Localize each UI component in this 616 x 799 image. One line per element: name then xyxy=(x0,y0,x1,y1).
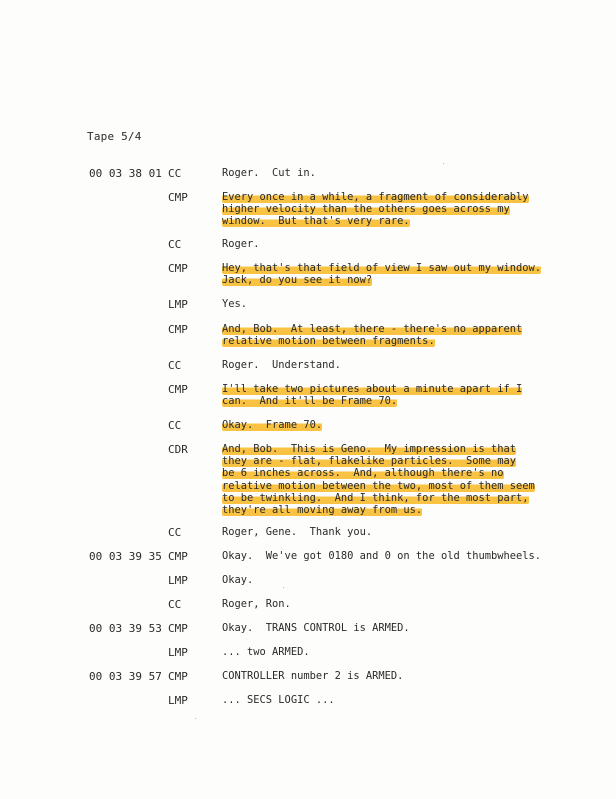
highlighted-line: I'll take two pictures about a minute apart if I xyxy=(222,383,523,395)
utterance-text xyxy=(222,622,542,634)
utterance-text xyxy=(222,298,542,310)
highlighted-line: And, Bob. At least, there - there's no apparent xyxy=(222,323,523,335)
text-line: Roger. Cut in. xyxy=(222,167,316,179)
utterance-text xyxy=(222,598,542,610)
highlighted-line: Every once in a while, a fragment of considerably xyxy=(222,191,529,203)
utterance-text xyxy=(222,526,542,538)
speaker-code: LMP xyxy=(168,574,188,587)
utterance-text xyxy=(222,167,542,179)
paper-speck xyxy=(283,587,284,588)
utterance-text xyxy=(222,443,542,516)
text-line: Roger. Understand. xyxy=(222,359,341,371)
speaker-code: CC xyxy=(168,238,182,251)
tape-label: Tape 5/4 xyxy=(87,130,142,143)
highlighted-line: to be twinkling. And I think, for the most part, xyxy=(222,491,529,504)
text-line: Roger. xyxy=(222,238,260,250)
highlighted-line: And, Bob. This is Geno. My impression is that xyxy=(222,443,517,455)
highlighted-line: Hey, that's that field of view I saw out my window. xyxy=(222,262,542,274)
timestamp: 00 03 39 35 xyxy=(89,550,162,563)
speaker-code: CC xyxy=(168,167,182,180)
timestamp: 00 03 39 57 xyxy=(89,670,162,683)
utterance-text xyxy=(222,323,542,347)
utterance-text xyxy=(222,646,542,658)
highlighted-line: Jack, do you see it now? xyxy=(222,274,373,287)
highlighted-line: higher velocity than the others goes across my xyxy=(222,203,510,216)
speaker-code: CDR xyxy=(168,443,188,456)
highlighted-line: be 6 inches across. And, although there's no xyxy=(222,467,504,480)
speaker-code: CMP xyxy=(168,323,188,336)
speaker-code: CMP xyxy=(168,670,188,683)
highlighted-line: Okay. Frame 70. xyxy=(222,419,323,431)
text-line: CONTROLLER number 2 is ARMED. xyxy=(222,670,404,682)
text-line: Okay. We've got 0180 and 0 on the old thumbwheels. xyxy=(222,550,542,562)
utterance-text xyxy=(222,191,542,228)
speaker-code: CMP xyxy=(168,191,188,204)
utterance-text xyxy=(222,419,542,431)
text-line: Okay. TRANS CONTROL is ARMED. xyxy=(222,622,410,634)
highlighted-line: relative motion between the two, most of them seem xyxy=(222,479,535,492)
paper-speck xyxy=(443,163,444,164)
highlighted-line: relative motion between fragments. xyxy=(222,335,435,348)
speaker-code: CMP xyxy=(168,550,188,563)
utterance-text xyxy=(222,694,542,706)
speaker-code: CC xyxy=(168,598,182,611)
text-line: Roger, Gene. Thank you. xyxy=(222,526,373,538)
speaker-code: CMP xyxy=(168,262,188,275)
highlighted-line: window. But that's very rare. xyxy=(222,215,410,228)
speaker-code: CC xyxy=(168,526,182,539)
speaker-code: CC xyxy=(168,419,182,432)
text-line: Roger, Ron. xyxy=(222,598,291,610)
utterance-text xyxy=(222,574,542,586)
utterance-text xyxy=(222,359,542,371)
text-line: Yes. xyxy=(222,298,248,310)
speaker-code: LMP xyxy=(168,298,188,311)
timestamp: 00 03 39 53 xyxy=(89,622,162,635)
text-line: ... two ARMED. xyxy=(222,646,310,658)
timestamp: 00 03 38 01 xyxy=(89,167,162,180)
speaker-code: LMP xyxy=(168,646,188,659)
highlighted-line: they are - flat, flakelike particles. Some may xyxy=(222,455,517,468)
speaker-code: CMP xyxy=(168,383,188,396)
text-line: Okay. xyxy=(222,574,254,586)
utterance-text xyxy=(222,238,542,250)
speaker-code: CMP xyxy=(168,622,188,635)
utterance-text xyxy=(222,383,542,407)
utterance-text xyxy=(222,670,542,682)
paper-speck xyxy=(195,718,196,719)
speaker-code: CC xyxy=(168,359,182,372)
utterance-text xyxy=(222,550,542,562)
text-line: ... SECS LOGIC ... xyxy=(222,694,335,706)
highlighted-line: they're all moving away from us. xyxy=(222,504,423,517)
speaker-code: LMP xyxy=(168,694,188,707)
utterance-text xyxy=(222,262,542,286)
highlighted-line: can. And it'll be Frame 70. xyxy=(222,395,398,408)
